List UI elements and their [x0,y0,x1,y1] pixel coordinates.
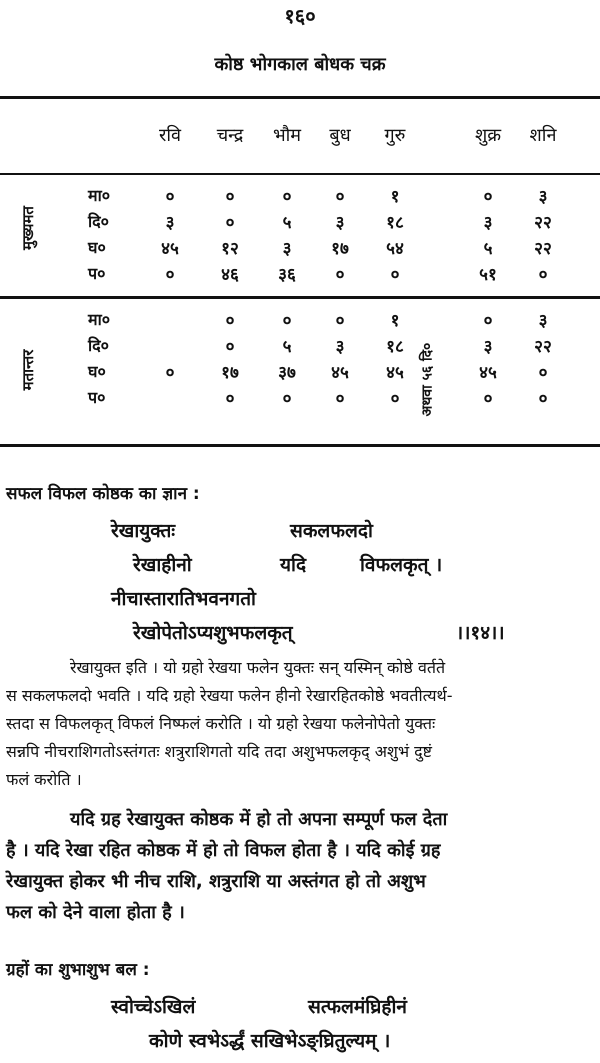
header-guru: गुरु [384,125,406,146]
verse2-line1-part1: स्वोच्चेऽखिलं [111,996,196,1018]
header-chandra: चन्द्र [216,125,244,146]
table-cell: ० [282,389,292,409]
group1-label: मुख्यमत [19,206,37,250]
table-cell: २२ [534,239,552,259]
table-cell: ० [165,265,175,285]
table-cell: १ [390,311,400,331]
header-shani: शनि [529,125,557,146]
table-cell: ० [538,265,548,285]
table-bottom-rule [0,444,600,447]
verse2-line1-part2: सत्फलमंघ्रिहीनं [308,996,407,1018]
commentary-line3: स्तदा स विफलकृत् विफलं निष्फलं करोति । यो ग्रहो रेखया फलेनोपेतो युक्तः [6,714,436,733]
table-cell: २२ [534,337,552,357]
table-cell: ४६ [221,265,239,285]
table-cell: १८ [386,213,404,233]
group2-side-note: अथवा ५६ दि० [419,342,436,417]
table-cell: ३६ [278,265,296,285]
table-cell: ५४ [386,239,404,259]
verse-line2-part1: रेखाहीनो [133,554,192,576]
table-cell: ५ [282,213,292,233]
row-unit: मा० [88,310,111,329]
table-cell: ३ [335,213,345,233]
table-cell: ५ [282,337,292,357]
table-cell: ० [390,389,400,409]
table-cell: ० [282,311,292,331]
header-budh: बुध [329,125,351,146]
table-cell: १७ [221,363,239,383]
group-divider-rule [0,296,600,299]
table-cell: ० [225,213,235,233]
table-cell: ० [390,265,400,285]
table-cell: ० [225,187,235,207]
table-cell: ४५ [331,363,349,383]
table-cell: १२ [221,239,239,259]
section1-heading: सफल विफल कोष्ठक का ज्ञान : [6,484,200,504]
row-unit: दि० [88,212,109,231]
table-cell: ३ [282,239,292,259]
row-unit: घ० [88,362,106,381]
table-cell: १७ [331,239,349,259]
hindi-line4: फल को देने वाला होता है । [6,902,185,923]
table-cell: ० [483,311,493,331]
header-rule [0,173,600,175]
table-cell: ० [165,187,175,207]
verse-line2-part2: यदि [280,554,307,576]
commentary-line5: फलं करोति । [6,770,82,789]
page-number: १६० [284,4,316,28]
row-unit: घ० [88,238,106,257]
section2-heading: ग्रहों का शुभाशुभ बल : [6,960,150,980]
table-cell: ० [538,363,548,383]
table-cell: ० [483,389,493,409]
table-cell: ३७ [278,363,296,383]
table-cell: ५ [483,239,493,259]
commentary-line2: स सकलफलदो भवति । यदि ग्रहो रेखया फलेन हीनो रेखारहितकोष्ठे भवतीत्यर्थ- [6,686,453,705]
table-cell: ३ [538,187,548,207]
table-cell: ३ [483,337,493,357]
hindi-line2: है । यदि रेखा रहित कोष्ठक में हो तो विफल होता है । यदि कोई ग्रह [6,840,441,861]
table-cell: ३ [335,337,345,357]
hindi-line1: यदि ग्रह रेखायुक्त कोष्ठक में हो तो अपना सम्पूर्ण फल देता [70,809,448,830]
verse2-line2: कोणे स्वभेऽर्द्धं सखिभेऽङ्घ्रितुल्यम् । [149,1030,391,1052]
verse-line4-part1: रेखोपेतोऽप्यशुभफलकृत् [133,622,293,644]
table-cell: ० [335,187,345,207]
table-cell: ४५ [479,363,497,383]
table-cell: ० [225,389,235,409]
table-cell: ० [483,187,493,207]
verse-line3: नीचास्तारातिभवनगतो [111,588,256,610]
table-cell: ५१ [479,265,497,285]
table-cell: ४५ [386,363,404,383]
row-unit: प० [88,264,106,283]
table-cell: ० [335,311,345,331]
table-cell: ० [282,187,292,207]
hindi-line3: रेखायुक्त होकर भी नीच राशि, शत्रुराशि या अस्तंगत हो तो अशुभ [6,871,426,892]
table-cell: ३ [483,213,493,233]
table-cell: ० [335,389,345,409]
table-cell: १ [390,187,400,207]
commentary-line4: सन्नपि नीचराशिगतोऽस्तंगतः शत्रुराशिगतो यदि तदा अशुभफलकृद् अशुभं दुष्टं [6,742,433,761]
table-cell: ३ [538,311,548,331]
commentary-line1: रेखायुक्त इति । यो ग्रहो रेखया फलेन युक्तः सन् यस्मिन् कोष्ठे वर्तते [70,658,446,677]
group2-label: मतान्तर [19,349,37,391]
header-shukra: शुक्र [474,125,502,146]
row-unit: दि० [88,336,109,355]
verse-line1-part1: रेखायुक्तः [111,520,176,542]
table-cell: ० [225,337,235,357]
row-unit: मा० [88,186,111,205]
verse-line1-part2: सकलफलदो [290,520,373,542]
table-cell: ० [335,265,345,285]
table-cell: २२ [534,213,552,233]
table-cell: १८ [386,337,404,357]
table-cell: ३ [165,213,175,233]
row-unit: प० [88,388,106,407]
table-cell: ० [165,363,175,383]
table-cell: ० [225,311,235,331]
table-cell: ० [538,389,548,409]
table-top-rule [0,96,600,99]
verse-line2-part3: विफलकृत् । [360,554,443,576]
header-ravi: रवि [158,125,182,146]
table-title: कोष्ठ भोगकाल बोधक चक्र [214,54,386,75]
table-cell: ४५ [161,239,179,259]
verse-line4-number: ।।१४।। [456,622,505,644]
header-bhaum: भौम [272,125,302,146]
